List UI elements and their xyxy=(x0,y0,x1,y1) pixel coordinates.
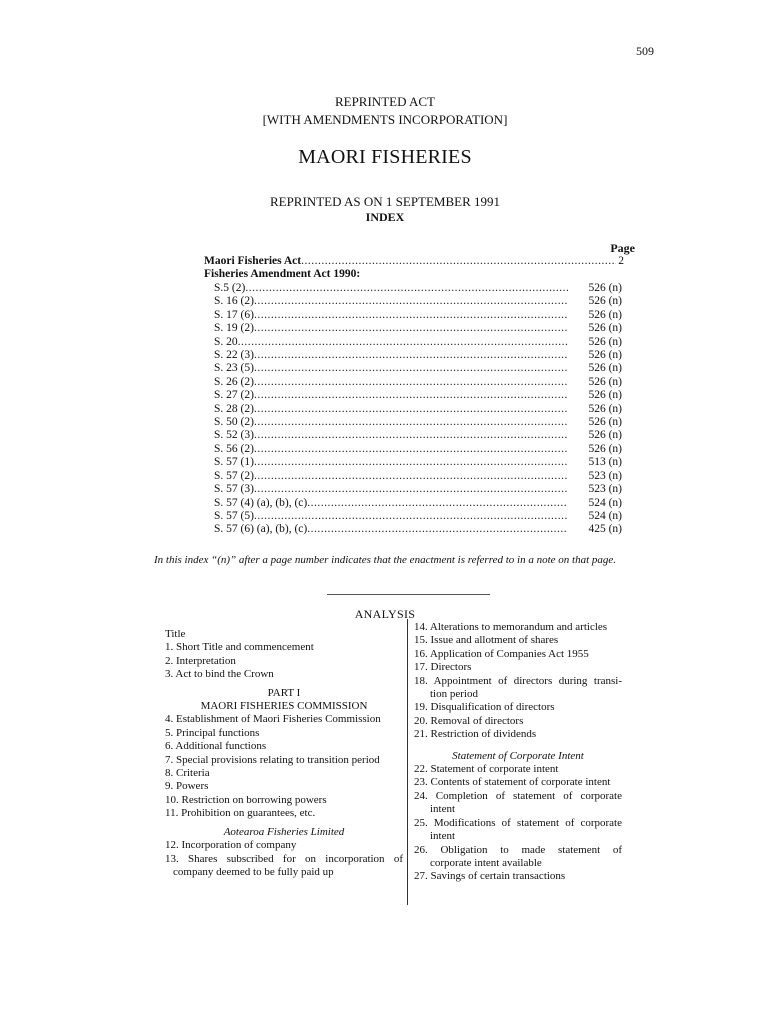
analysis-item: 4. Establishment of Maori Fisheries Commission xyxy=(165,713,381,726)
analysis-item: 8. Criteria xyxy=(165,767,210,780)
index-entry-label: S. 56 (2) xyxy=(214,442,254,455)
index-entry-label: S. 23 (5) xyxy=(214,362,254,375)
analysis-item-continuation: tion period xyxy=(430,688,478,701)
column-divider xyxy=(407,619,408,905)
analysis-item: 3. Act to bind the Crown xyxy=(165,668,274,681)
analysis-item: 25. Modifications of statement of corporate xyxy=(414,816,622,829)
dot-leader xyxy=(254,349,568,362)
index-entry-label: S. 22 (3) xyxy=(214,349,254,362)
page-number: 509 xyxy=(636,44,654,58)
index-entry-label: S. 17 (6) xyxy=(214,308,254,321)
index-entry-page: 526 (n) xyxy=(588,322,622,335)
analysis-item: 22. Statement of corporate intent xyxy=(414,763,559,776)
index-entry-label: S. 57 (4) (a), (b), (c) xyxy=(214,496,308,509)
analysis-item: 24. Completion of statement of corporate xyxy=(414,789,622,802)
index-entry-page: 526 (n) xyxy=(588,349,622,362)
index-entry-page: 526 (n) xyxy=(588,362,622,375)
dot-leader xyxy=(238,336,568,349)
index-entry-page: 526 (n) xyxy=(588,282,622,294)
index-entry-row xyxy=(214,349,622,362)
index-entry-label: S. 57 (3) xyxy=(214,483,254,496)
analysis-item: 20. Removal of directors xyxy=(414,714,524,727)
analysis-title-item: Title xyxy=(165,628,186,640)
index-entry-row xyxy=(214,282,622,295)
reprint-date: REPRINTED AS ON 1 SEPTEMBER 1991 xyxy=(269,194,501,209)
index-main-label: Maori Fisheries Act xyxy=(204,255,302,267)
dot-leader xyxy=(254,470,568,483)
index-entry-label: S. 52 (3) xyxy=(214,429,254,442)
index-entry-row xyxy=(214,483,622,496)
index-entry-label: S. 57 (5) xyxy=(214,509,254,522)
analysis-item: 16. Application of Companies Act 1955 xyxy=(414,647,589,660)
index-entry-page: 524 (n) xyxy=(588,496,622,509)
index-entries xyxy=(214,282,622,537)
index-entry-label: S.5 (2) xyxy=(214,282,246,294)
dot-leader xyxy=(254,403,568,416)
index-entry-label: S. 57 (6) (a), (b), (c) xyxy=(214,523,308,536)
index-entry-page: 526 (n) xyxy=(588,442,622,455)
analysis-item: 23. Contents of statement of corporate intent xyxy=(414,776,611,789)
index-entry-page: 526 (n) xyxy=(588,308,622,321)
amendments-heading: [WITH AMENDMENTS INCORPORATION] xyxy=(262,112,508,127)
dot-leader xyxy=(254,456,568,469)
index-entry-row xyxy=(214,362,622,375)
spacer xyxy=(414,742,622,750)
sub-heading: Aotearoa Fisheries Limited xyxy=(223,825,345,838)
dot-leader xyxy=(254,295,568,308)
index-entry-page: 526 (n) xyxy=(588,416,622,429)
analysis-item: 9. Powers xyxy=(165,780,209,793)
analysis-item: 10. Restriction on borrowing powers xyxy=(165,793,327,806)
analysis-item: 5. Principal functions xyxy=(165,726,260,739)
index-entry-row xyxy=(214,416,622,429)
dot-leader xyxy=(254,389,568,402)
analysis-item-continuation: intent xyxy=(430,830,456,843)
index-entry-label: S. 16 (2) xyxy=(214,295,254,308)
index-entry-row xyxy=(214,309,622,322)
analysis-heading: ANALYSIS xyxy=(354,607,416,621)
reprinted-act-heading: REPRINTED ACT xyxy=(334,94,436,109)
analysis-item: 17. Directors xyxy=(414,661,472,674)
analysis-item: 11. Prohibition on guarantees, etc. xyxy=(165,807,316,820)
index-entry-page: 526 (n) xyxy=(588,402,622,415)
index-entry-row xyxy=(214,523,622,536)
dot-leader xyxy=(307,523,568,536)
index-heading: INDEX xyxy=(365,210,405,224)
index-entry-row xyxy=(214,295,622,308)
divider-rule xyxy=(327,594,490,595)
analysis-left-column xyxy=(165,628,403,879)
index-entry-label: S. 27 (2) xyxy=(214,389,254,402)
dot-leader xyxy=(254,510,568,523)
dot-leader xyxy=(307,497,568,510)
dot-leader xyxy=(254,443,568,456)
index-entry-row xyxy=(214,403,622,416)
index-main-block xyxy=(204,255,624,282)
index-entry-page: 523 (n) xyxy=(588,483,622,496)
index-entry-label: S. 28 (2) xyxy=(214,402,254,415)
sub-heading: Statement of Corporate Intent xyxy=(452,749,584,762)
analysis-item-continuation: corporate intent available xyxy=(430,856,542,869)
analysis-item: 2. Interpretation xyxy=(165,654,236,667)
index-entry-row xyxy=(214,443,622,456)
index-entry-row xyxy=(214,322,622,335)
index-entry-page: 524 (n) xyxy=(588,509,622,522)
dot-leader xyxy=(254,362,568,375)
index-entry-row xyxy=(214,470,622,483)
analysis-item: 15. Issue and allotment of shares xyxy=(414,634,559,647)
index-entry-label: S. 19 (2) xyxy=(214,322,254,335)
index-entry-row xyxy=(214,497,622,510)
analysis-item: 14. Alterations to memorandum and articles xyxy=(414,621,608,633)
analysis-item: 21. Restriction of dividends xyxy=(414,728,537,741)
analysis-item: 6. Additional functions xyxy=(165,740,267,753)
page-column-heading: Page xyxy=(610,241,635,255)
dot-leader xyxy=(254,376,568,389)
document-title: MAORI FISHERIES xyxy=(298,146,472,168)
index-entry-page: 526 (n) xyxy=(588,375,622,388)
index-entry-row xyxy=(214,429,622,442)
index-entry-row xyxy=(214,456,622,469)
index-entry-label: S. 20 xyxy=(214,335,238,348)
analysis-item: 12. Incorporation of company xyxy=(165,839,297,852)
dot-leader xyxy=(245,282,568,295)
index-entry-label: S. 26 (2) xyxy=(214,375,254,388)
index-entry-page: 523 (n) xyxy=(588,469,622,482)
analysis-right-column xyxy=(414,621,622,884)
analysis-item: 13. Shares subscribed for on incorporation of xyxy=(165,852,403,865)
index-entry-label: S. 50 (2) xyxy=(214,416,254,429)
part-title: MAORI FISHERIES COMMISSION xyxy=(200,700,368,713)
dot-leader xyxy=(254,416,568,429)
analysis-item: 7. Special provisions relating to transition period xyxy=(165,753,380,766)
analysis-item: 26. Obligation to made statement of xyxy=(414,843,622,856)
index-entry-row xyxy=(214,389,622,402)
index-entry-label: S. 57 (1) xyxy=(214,456,254,469)
analysis-item: 18. Appointment of directors during transi- xyxy=(414,674,622,687)
index-entry-page: 526 (n) xyxy=(588,335,622,348)
analysis-item-continuation: company deemed to be fully paid up xyxy=(173,865,334,878)
index-entry-label: S. 57 (2) xyxy=(214,469,254,482)
index-main-entry xyxy=(204,255,624,268)
amendment-act-heading: Fisheries Amendment Act 1990: xyxy=(204,268,361,281)
analysis-item: 27. Savings of certain transactions xyxy=(414,870,566,883)
index-entry-page: 526 (n) xyxy=(588,429,622,442)
dot-leader xyxy=(254,483,568,496)
index-entry-page: 425 (n) xyxy=(588,523,622,536)
part-heading: PART I xyxy=(267,686,301,699)
analysis-item: 19. Disqualification of directors xyxy=(414,701,555,714)
index-entry-page: 526 (n) xyxy=(588,295,622,308)
index-note: In this index “(n)” after a page number indicates that the enactment is referred to in a note on that page. xyxy=(153,554,617,566)
index-entry-row xyxy=(214,510,622,523)
dot-leader xyxy=(254,309,568,322)
index-entry-row xyxy=(214,376,622,389)
index-entry-row xyxy=(214,336,622,349)
analysis-item-continuation: intent xyxy=(430,803,456,816)
dot-leader xyxy=(254,322,568,335)
analysis-item: 1. Short Title and commencement xyxy=(165,641,314,654)
index-entry-page: 526 (n) xyxy=(588,389,622,402)
dot-leader xyxy=(254,429,568,442)
dot-leader xyxy=(301,255,616,268)
index-entry-page: 513 (n) xyxy=(588,456,622,469)
index-main-page: 2 xyxy=(618,255,624,267)
